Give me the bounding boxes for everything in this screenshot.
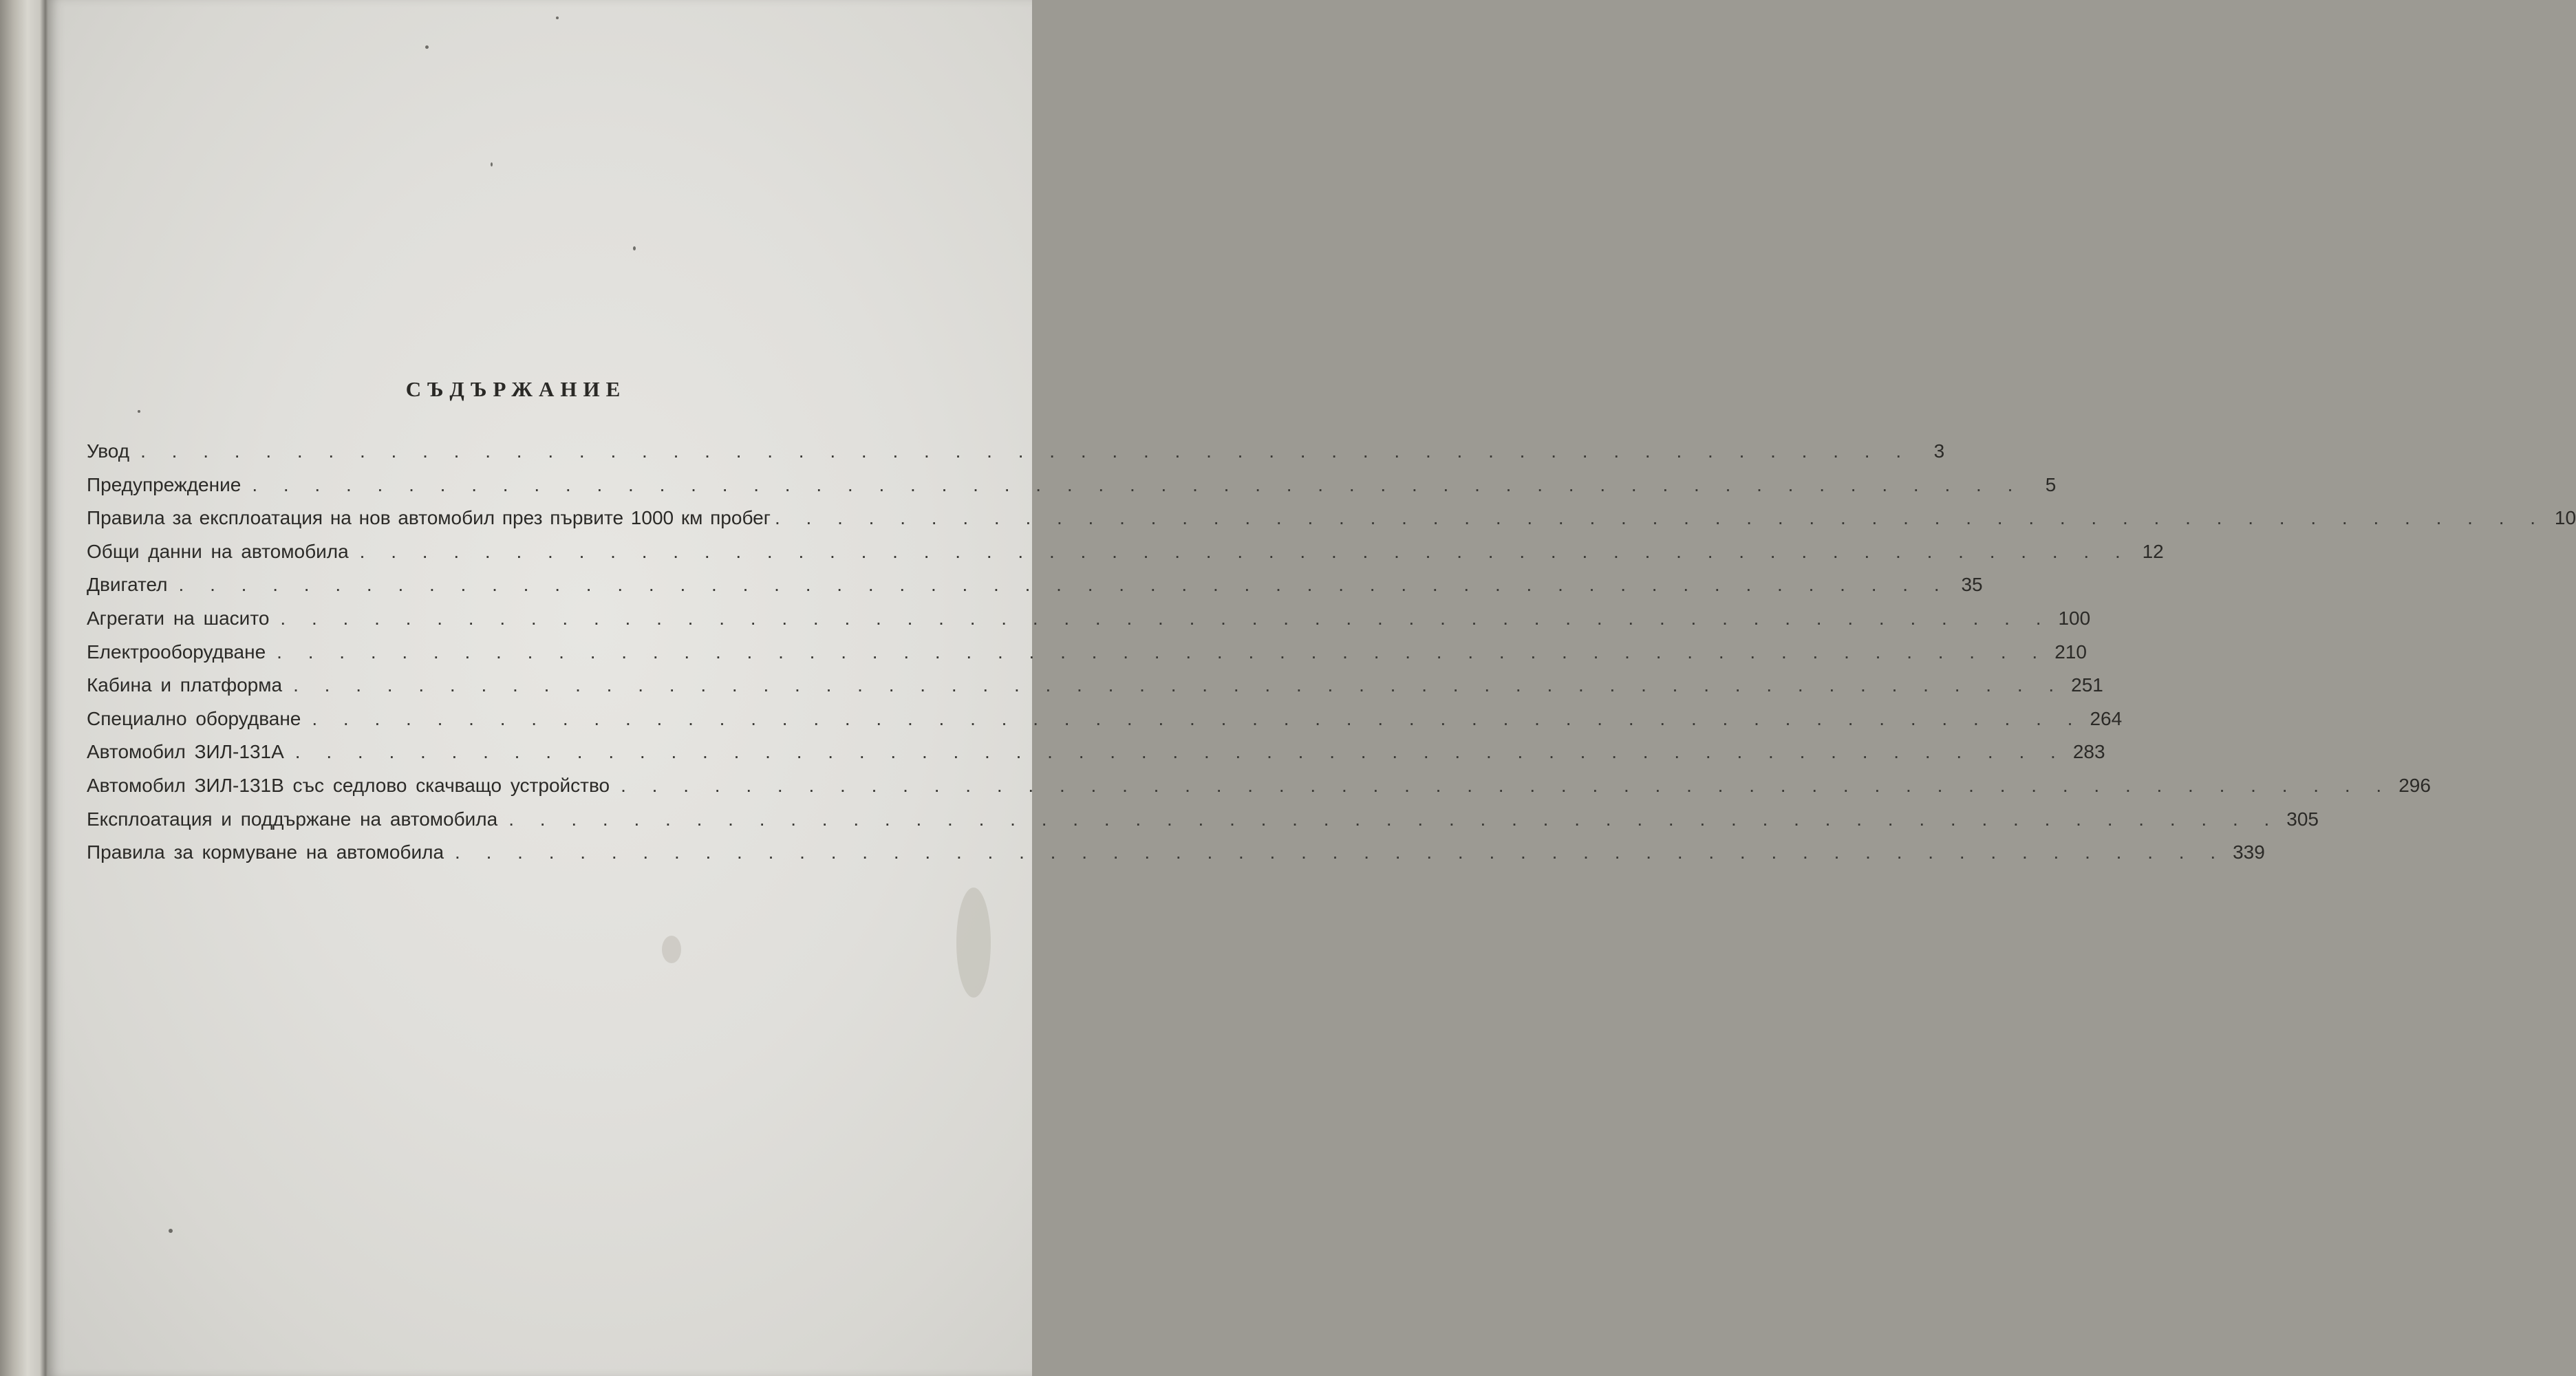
toc-entry (87, 540, 2164, 574)
toc-entry-title: Експлоатация и поддържане на автомобила (87, 808, 498, 830)
dot-leader: . . . . . . . . . . . . . . . . . . . . . . . . . . . . . . . . . . . . . . . . . . . . . . . . . . . . . . . . . (455, 841, 2226, 863)
paper-speck (556, 17, 559, 19)
toc-page-number: 296 (2398, 774, 2431, 796)
toc-page-number: 305 (2286, 808, 2319, 830)
dot-leader: . . . . . . . . . . . . . . . . . . . . . . . . . . . . . . . . . . . . . . . . . . . . . . . . . . . . . . . . . (280, 607, 2052, 629)
toc-entry-title: Специално оборудване (87, 707, 301, 729)
toc-entry-title: Агрегати на шасито (87, 607, 270, 629)
toc-page-number: 264 (2090, 707, 2123, 729)
toc-page-number: 12 (2142, 540, 2164, 562)
toc-entry-title: Кабина и платформа (87, 674, 283, 696)
toc-entry (87, 507, 2576, 541)
toc-entry (87, 841, 2265, 875)
toc-entry (87, 741, 2105, 775)
paper-speck (425, 45, 429, 49)
paper-speck (138, 410, 140, 413)
toc-entry-title: Предупреждение (87, 473, 242, 495)
paper-stain (956, 888, 991, 998)
toc-page-number: 210 (2054, 641, 2087, 663)
table-of-contents (87, 440, 2576, 875)
toc-page-number: 10 (2554, 507, 2576, 529)
toc-entry-title: Правила за кормуване на автомобила (87, 841, 444, 863)
dot-leader: . . . . . . . . . . . . . . . . . . . . . . . . . . . . . . . . . . . . . . . . . . . . . . . . . . . . . . . . . (312, 707, 2083, 729)
toc-entry (87, 808, 2319, 842)
toc-entry-title: Правила за експлоатация на нов автомобил през първите 1000 км пробег (87, 507, 771, 529)
dot-leader: . . . . . . . . . . . . . . . . . . . . . . . . . . . . . . . . . . . . . . . . . . . . . . . . . . . . . . . . . (294, 741, 2066, 763)
toc-entry-title: Електрооборудване (87, 641, 266, 663)
toc-entry-title: Автомобил ЗИЛ-131А (87, 741, 284, 763)
toc-entry-title: Увод (87, 440, 130, 462)
toc-entry (87, 674, 2103, 708)
toc-page-number: 339 (2233, 841, 2265, 863)
dot-leader: . . . . . . . . . . . . . . . . . . . . . . . . . . . . . . . . . . . . . . . . . . . . . . . . . . . . . . . . . (140, 440, 1912, 462)
toc-entry-title: Двигател (87, 574, 168, 596)
toc-entry (87, 707, 2123, 742)
toc-page-number: 35 (1961, 574, 1983, 596)
toc-entry-title: Автомобил ЗИЛ-131В със седлово скачващо устройство (87, 774, 610, 796)
paper-speck (633, 246, 636, 250)
paper-speck (169, 1229, 173, 1233)
toc-entry (87, 440, 1945, 474)
toc-page-number: 5 (2045, 473, 2057, 495)
dot-leader: . . . . . . . . . . . . . . . . . . . . . . . . . . . . . . . . . . . . . . . . . . . . . . . . . . . . . . . . . (178, 574, 1950, 596)
dot-leader: . . . . . . . . . . . . . . . . . . . . . . . . . . . . . . . . . . . . . . . . . . . . . . . . . . . . . . . . . (293, 674, 2065, 696)
paper-speck (491, 162, 493, 166)
toc-page-number: 100 (2058, 607, 2091, 629)
page-title: СЪДЪРЖАНИЕ (405, 377, 627, 401)
toc-entry (87, 574, 1983, 608)
dot-leader: . . . . . . . . . . . . . . . . . . . . . . . . . . . . . . . . . . . . . . . . . . . . . . . . . . . . . . . . . (277, 641, 2048, 663)
paper-stain (662, 936, 681, 963)
toc-page-number: 3 (1933, 440, 1945, 462)
toc-page-number: 283 (2072, 741, 2105, 763)
toc-entry-title: Общи данни на автомобила (87, 540, 349, 562)
dot-leader: . . . . . . . . . . . . . . . . . . . . . . . . . . . . . . . . . . . . . . . . . . . . . . . . . . . . . . . . . (359, 540, 2131, 562)
dot-leader: . . . . . . . . . . . . . . . . . . . . . . . . . . . . . . . . . . . . . . . . . . . . . . . . . . . . . . . . . (621, 774, 2392, 796)
dot-leader: . . . . . . . . . . . . . . . . . . . . . . . . . . . . . . . . . . . . . . . . . . . . . . . . . . . . . . . . . (252, 473, 2024, 495)
toc-entry (87, 607, 2091, 641)
toc-entry (87, 473, 2057, 508)
toc-entry (87, 641, 2087, 675)
dot-leader: . . . . . . . . . . . . . . . . . . . . . . . . . . . . . . . . . . . . . . . . . . . . . . . . . . . . . . . . . (774, 507, 2546, 529)
toc-entry (87, 774, 2431, 808)
dot-leader: . . . . . . . . . . . . . . . . . . . . . . . . . . . . . . . . . . . . . . . . . . . . . . . . . . . . . . . . . (508, 808, 2280, 830)
toc-page-number: 251 (2071, 674, 2103, 696)
